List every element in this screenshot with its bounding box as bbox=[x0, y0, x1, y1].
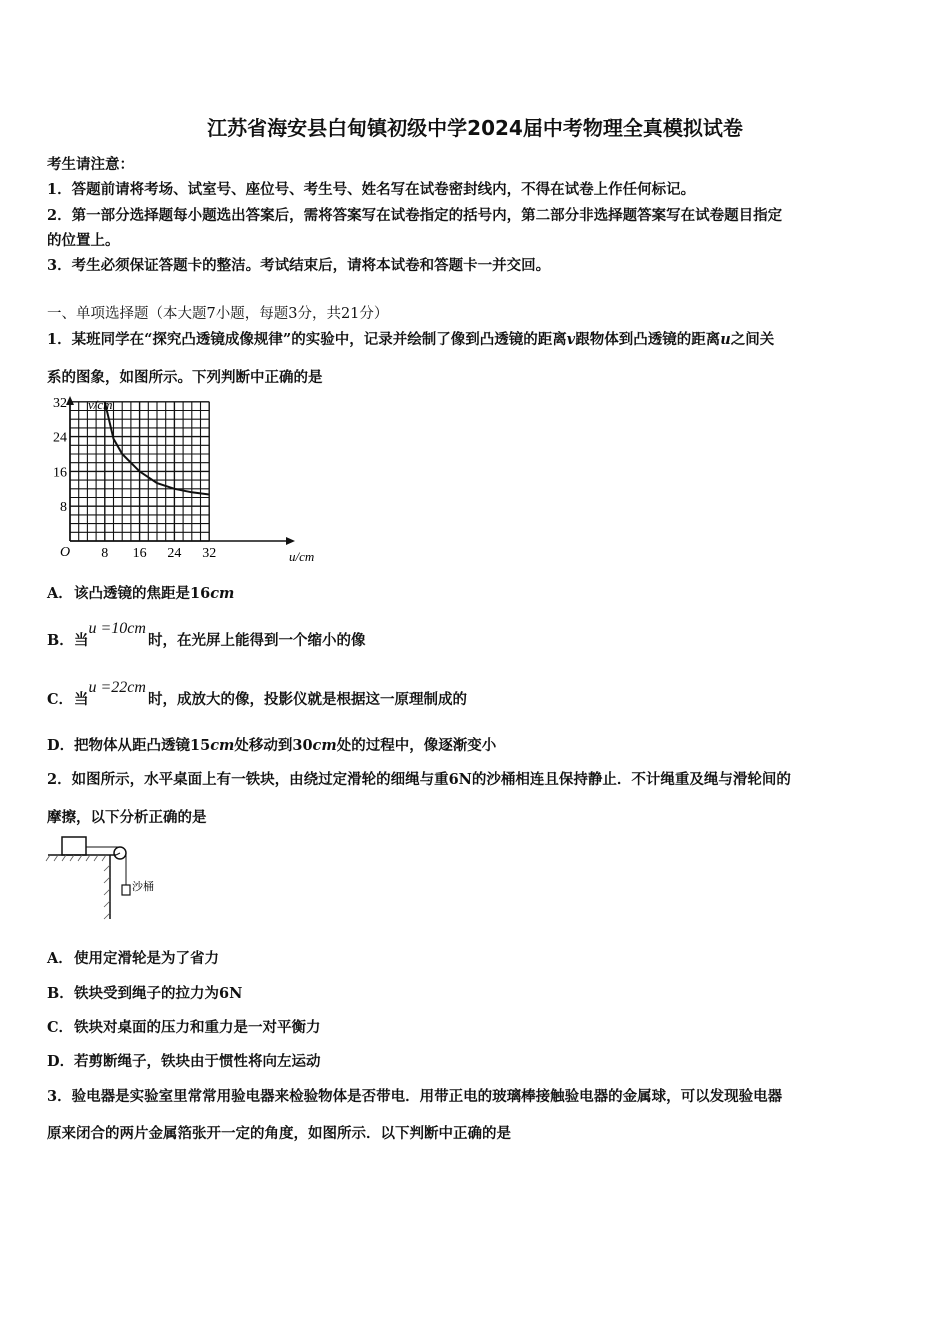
option-text: 时，在光屏上能得到一个缩小的像 bbox=[147, 632, 366, 649]
table-hatching bbox=[46, 855, 110, 919]
sand-bucket bbox=[122, 885, 130, 895]
option-label: A． bbox=[47, 950, 73, 967]
q1-option-a bbox=[47, 582, 234, 603]
option-label: C． bbox=[47, 691, 74, 708]
q1-option-d bbox=[47, 734, 496, 755]
q2-stem-line2: 摩擦，以下分析正确的是 bbox=[47, 809, 207, 826]
option-unit: cm bbox=[312, 737, 337, 754]
option-text: 时，成放大的像，投影仪就是根据这一原理制成的 bbox=[147, 691, 467, 708]
option-formula: u =10cm bbox=[88, 620, 146, 637]
option-label: D． bbox=[47, 1053, 75, 1070]
option-label: A． bbox=[47, 585, 73, 602]
notice-item: 2．第一部分选择题每小题选出答案后，需将答案写在试卷指定的括号内，第二部分非选择题答案写在试卷题目指定 bbox=[47, 207, 783, 224]
x-axis-arrow bbox=[286, 537, 295, 545]
option-label: C． bbox=[47, 1019, 74, 1036]
option-text: 处的过程中，像逐渐变小 bbox=[336, 737, 497, 754]
notice-item: 3．考生必须保证答题卡的整洁。考试结束后，请将本试卷和答题卡一并交回。 bbox=[47, 257, 551, 274]
q1-option-b bbox=[47, 620, 366, 650]
option-text: 铁块对桌面的压力和重力是一对平衡力 bbox=[74, 1019, 321, 1036]
chart-axes bbox=[66, 396, 295, 545]
q3-stem-line1: 3．验电器是实验室里常常用验电器来检验物体是否带电．用带正电的玻璃棒接触验电器的金属球，可以发现验电器 bbox=[47, 1088, 783, 1105]
q1-var-u: u bbox=[720, 331, 731, 348]
q1-stem-line1 bbox=[47, 328, 774, 349]
q1-text: 1．某班同学在“探究凸透镜成像规律”的实验中，记录并绘制了像到凸透镜的距离 bbox=[47, 331, 567, 348]
q2-pulley-figure bbox=[44, 833, 174, 923]
y-tick-label: 8 bbox=[60, 500, 67, 516]
q3-stem-line2: 原来闭合的两片金属箔张开一定的角度，如图所示．以下判断中正确的是 bbox=[47, 1125, 511, 1142]
notice-heading: 考生请注意： bbox=[47, 156, 134, 173]
option-label: B． bbox=[47, 985, 74, 1002]
iron-block bbox=[62, 837, 86, 855]
option-unit: cm bbox=[210, 737, 235, 754]
q2-option-d bbox=[47, 1050, 321, 1071]
option-text: 处移动到30 bbox=[234, 737, 313, 754]
q2-option-c bbox=[47, 1016, 321, 1037]
x-tick-label: 24 bbox=[167, 546, 182, 561]
q2-stem-line1: 2．如图所示，水平桌面上有一铁块，由绕过定滑轮的细绳与重6N的沙桶相连且保持静止．不计绳重及绳与滑轮间的 bbox=[47, 771, 791, 788]
option-label: D． bbox=[47, 737, 75, 754]
option-text: 把物体从距凸透镜15 bbox=[74, 737, 211, 754]
q2-option-a bbox=[47, 947, 219, 968]
page-title: 江苏省海安县白甸镇初级中学2024届中考物理全真模拟试卷 bbox=[207, 116, 743, 140]
q1-text: 之间关 bbox=[730, 331, 775, 348]
x-tick-label: 32 bbox=[202, 546, 217, 561]
option-unit: cm bbox=[210, 585, 235, 602]
pulley-bracket bbox=[116, 853, 120, 855]
option-text: 铁块受到绳子的拉力为6N bbox=[74, 985, 243, 1002]
chart-ylabel: v/cm bbox=[88, 397, 113, 412]
section-heading: 一、单项选择题（本大题7小题，每题3分，共21分） bbox=[47, 306, 389, 322]
q1-stem-line2: 系的图象，如图所示。下列判断中正确的是 bbox=[47, 369, 323, 386]
q1-option-c bbox=[47, 679, 467, 709]
notice-item: 的位置上。 bbox=[47, 232, 120, 249]
x-tick-label: 16 bbox=[132, 546, 147, 561]
option-text: 该凸透镜的焦距是16 bbox=[74, 585, 211, 602]
option-text: 当 bbox=[74, 691, 89, 708]
y-tick-label: 24 bbox=[53, 430, 67, 446]
q1-text: 跟物体到凸透镜的距离 bbox=[575, 331, 721, 348]
q2-option-b bbox=[47, 982, 242, 1003]
q1-var-v: v bbox=[566, 331, 576, 348]
option-text: 若剪断绳子，铁块由于惯性将向左运动 bbox=[74, 1053, 321, 1070]
y-tick-label: 32 bbox=[53, 395, 67, 411]
option-text: 使用定滑轮是为了省力 bbox=[74, 950, 219, 967]
option-text: 当 bbox=[74, 632, 89, 649]
x-tick-label: 8 bbox=[101, 546, 109, 561]
y-axis-arrow bbox=[66, 396, 74, 405]
option-label: B． bbox=[47, 632, 74, 649]
notice-item: 1．答题前请将考场、试室号、座位号、考生号、姓名写在试卷密封线内，不得在试卷上作任何标记。 bbox=[47, 181, 696, 198]
chart-origin: O bbox=[60, 545, 71, 560]
y-tick-label: 16 bbox=[53, 465, 67, 481]
q1-uv-chart bbox=[44, 393, 334, 568]
chart-xlabel: u/cm bbox=[289, 549, 315, 564]
sand-bucket-label: 沙桶 bbox=[132, 881, 154, 893]
option-formula: u =22cm bbox=[88, 679, 146, 696]
